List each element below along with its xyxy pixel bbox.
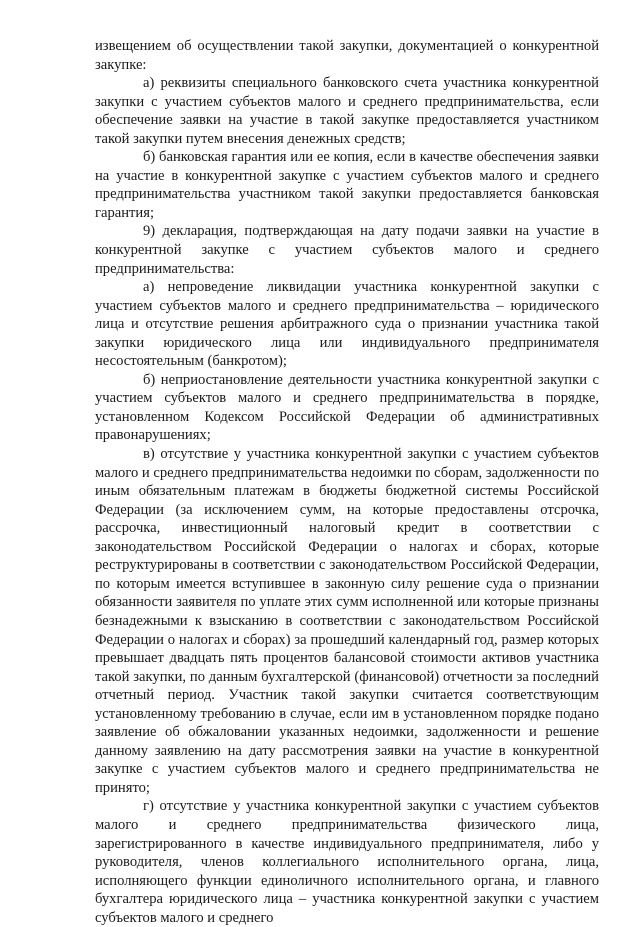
paragraph-item-b-bank-guarantee: б) банковская гарантия или ее копия, если в качестве обеспечения заявки на участие в конкурентной закупке с участием субъектов малого и среднего предпринимательства участником такой закупки предоставляется банковская гарантия; <box>95 149 599 221</box>
paragraph-item-a-no-liquidation: а) непроведение ликвидации участника конкурентной закупки с участием субъектов малого и среднего предпринимательства – юридического лица и отсутствие решения арбитражного суда о признании участника такой закупки юридического лица или индивидуального предпринимателя несостоятельным (банкротом); <box>95 279 599 370</box>
paragraph-item-b-no-suspension: б) неприостановление деятельности участника конкурентной закупки с участием субъектов малого и среднего предпринимательства в порядке, установленном Кодексом Российской Федерации об административных правонарушениях; <box>95 371 599 444</box>
document-text-body <box>95 37 599 927</box>
paragraph-item-v-no-arrears: в) отсутствие у участника конкурентной закупки с участием субъектов малого и среднего предпринимательства недоимки по сборам, задолженности по иным обязательным платежам в бюджеты бюджетной системы Российской Федерации (за исключением сумм, на которые предоставлены отсрочка, рассрочка, инвестиционный налоговый кредит в соответствии с законодательством Российской Федерации о налогах и сборах, которые реструктурированы в соответствии с законодательством Российской Федерации, по которым имеется вступившее в законную силу решение суда о признании обязанности заявителя по уплате этих сумм исполненной или которые признаны безнадежными к взысканию в соответствии с законодательством Российской Федерации о налогах и сборах) за прошедший календарный год, размер которых превышает двадцать пять процентов балансовой стоимости активов участника такой закупки, по данным бухгалтерской (финансовой) отчетности за последний отчетный период. Участник такой закупки считается соответствующим установленному требованию в случае, если им в установленном порядке подано заявление об обжаловании указанных недоимки, задолженности и решение данному заявлению на дату рассмотрения заявки на участие в конкурентной закупке с участием субъектов малого и среднего предпринимательства не принято; <box>95 446 599 796</box>
paragraph-item-9-declaration: 9) декларация, подтверждающая на дату подачи заявки на участие в конкурентной закупке с участием субъектов малого и среднего предпринимательства: <box>95 223 599 277</box>
paragraph-item-g-no-criminal-record: г) отсутствие у участника конкурентной закупки с участием субъектов малого и среднего предпринимательства физического лица, зарегистрированного в качестве индивидуального предпринимателя, либо у руководителя, членов коллегиального исполнительного органа, лица, исполняющего функции единоличного исполнительного органа, и главного бухгалтера юридического лица – участника конкурентной закупки с участием субъектов малого и среднего <box>95 798 599 926</box>
paragraph-item-a-bank-account: а) реквизиты специального банковского счета участника конкурентной закупки с участием субъектов малого и среднего предпринимательства, если обеспечение заявки на участие в такой закупке предоставляется участником такой закупки путем внесения денежных средств; <box>95 75 599 147</box>
paragraph-continuation: извещением об осуществлении такой закупки, документацией о конкурентной закупке: <box>95 38 599 73</box>
